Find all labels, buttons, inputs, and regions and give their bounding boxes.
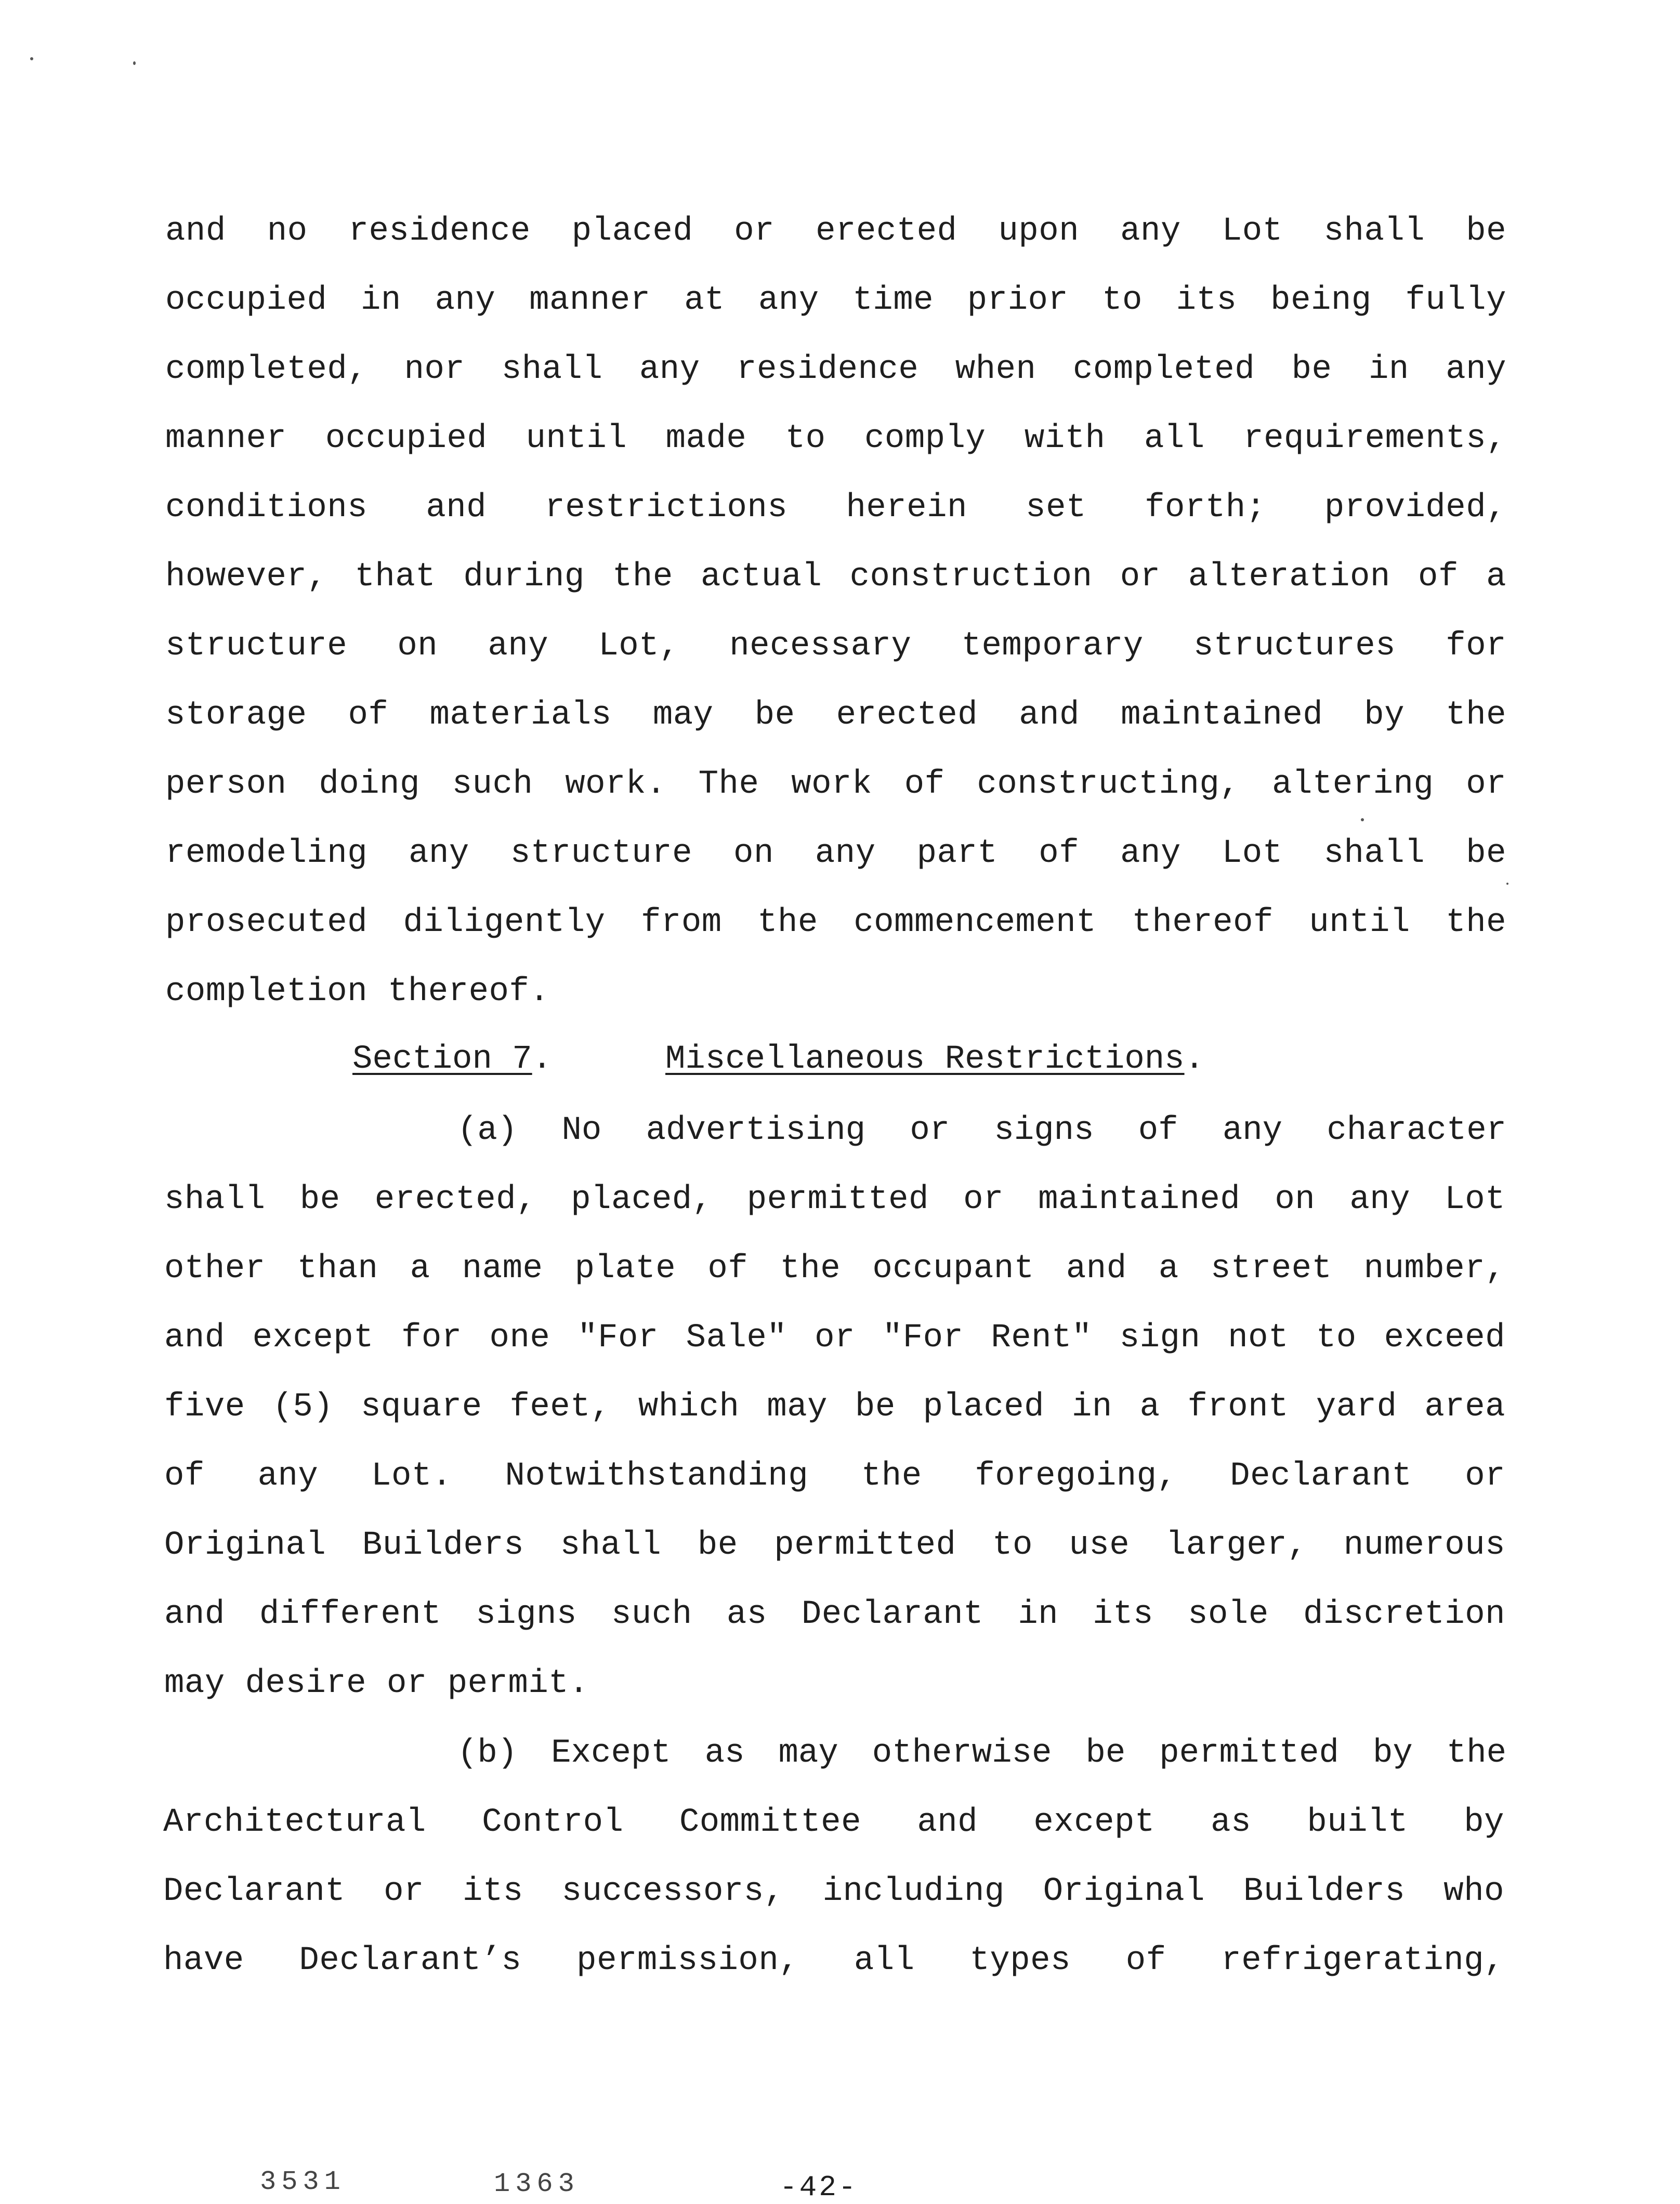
section-title-wrap [665, 1039, 1204, 1080]
clause-a-line-7: Original Builders shall be permitted to use larger, numerous [164, 1527, 1505, 1564]
clause-a-line-8: and different signs such as Declarant in its sole discretion [164, 1596, 1505, 1633]
body-line-8: storage of materials may be erected and maintained by the [165, 697, 1506, 734]
clause-b-line-3: Declarant or its successors, including Original Builders who [163, 1873, 1504, 1910]
body-line-3: completed, nor shall any residence when completed be in any [165, 351, 1506, 388]
clause-a-line-5: five (5) square feet, which may be placed in a front yard area [164, 1388, 1505, 1426]
section-title-period: . [1184, 1041, 1204, 1078]
scan-speck [1506, 883, 1508, 885]
body-line-6: however, that during the actual construction or alteration of a [165, 558, 1506, 596]
clause-a-line-9: may desire or permit. [164, 1665, 589, 1702]
body-line-10: remodeling any structure on any part of any Lot shall be [165, 835, 1506, 872]
bottom-mark-middle: 1363 [494, 2169, 580, 2199]
bottom-mark-left: 3531 [260, 2167, 346, 2197]
body-line-2: occupied in any manner at any time prior to its being fully [165, 282, 1506, 319]
clause-a-line-3: other than a name plate of the occupant and a street number, [164, 1250, 1505, 1288]
clause-a-first-line: (a) No advertising or signs of any character [457, 1112, 1506, 1149]
body-line-9: person doing such work. The work of constructing, altering or [165, 766, 1506, 803]
section-label-period: . [532, 1041, 553, 1078]
clause-a-line-6: of any Lot. Notwithstanding the foregoing, Declarant or [164, 1458, 1505, 1495]
clause-b-line-4: have Declarant’s permission, all types of refrigerating, [163, 1942, 1504, 1979]
scan-speck [1361, 818, 1364, 821]
clause-a-line-4: and except for one "For Sale" or "For Rent" sign not to exceed [164, 1319, 1505, 1357]
section-heading [352, 1039, 552, 1080]
section-label: Section 7 [352, 1041, 532, 1078]
page-number: -42- [780, 2171, 858, 2204]
clause-b-first-line: (b) Except as may otherwise be permitted by the [457, 1735, 1506, 1772]
scan-speck [30, 57, 33, 60]
body-line-11: prosecuted diligently from the commencement thereof until the [165, 904, 1506, 941]
scan-speck [133, 61, 136, 65]
body-line-4: manner occupied until made to comply with all requirements, [165, 420, 1506, 457]
clause-b-line-2: Architectural Control Committee and except as built by [163, 1804, 1504, 1841]
body-line-7: structure on any Lot, necessary temporary structures for [165, 627, 1506, 665]
body-line-5: conditions and restrictions herein set forth; provided, [165, 489, 1506, 527]
body-line-1: and no residence placed or erected upon any Lot shall be [165, 213, 1506, 250]
body-line-12: completion thereof. [165, 973, 550, 1011]
section-title: Miscellaneous Restrictions [665, 1041, 1185, 1078]
clause-a-line-2: shall be erected, placed, permitted or maintained on any Lot [164, 1181, 1505, 1218]
